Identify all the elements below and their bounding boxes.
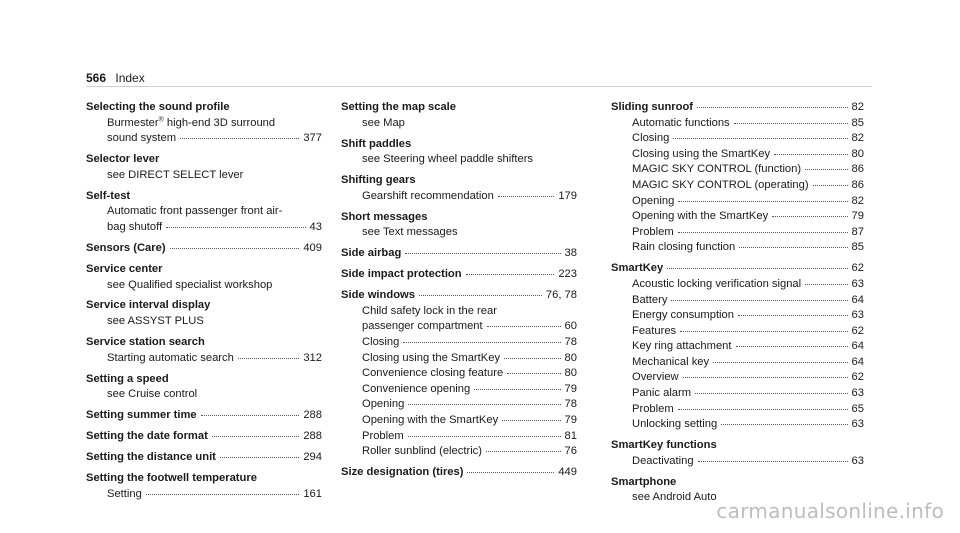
page-reference[interactable]: 81 bbox=[564, 429, 577, 442]
index-subentry-text: see Text messages bbox=[362, 226, 458, 239]
index-subentry bbox=[611, 402, 864, 418]
leader-dots bbox=[813, 185, 848, 186]
index-subentry bbox=[341, 382, 577, 398]
index-entry bbox=[86, 262, 322, 293]
index-heading bbox=[86, 372, 322, 388]
index-heading bbox=[341, 137, 577, 153]
page-reference[interactable]: 65 bbox=[851, 402, 864, 415]
index-subentry bbox=[611, 355, 864, 371]
index-column-3 bbox=[611, 100, 864, 511]
index-subentry-text: see Android Auto bbox=[632, 491, 717, 504]
index-subentry-text: Features bbox=[632, 324, 677, 337]
page-reference[interactable]: 62 bbox=[851, 324, 864, 337]
page-reference[interactable]: 82 bbox=[851, 132, 864, 145]
page-reference[interactable]: 38 bbox=[564, 247, 577, 260]
leader-dots bbox=[736, 346, 848, 347]
page-reference[interactable]: 449 bbox=[558, 466, 577, 479]
index-subentry bbox=[611, 308, 864, 324]
index-entry bbox=[341, 288, 577, 460]
index-subentry bbox=[611, 162, 864, 178]
index-subentry bbox=[86, 116, 322, 132]
leader-dots bbox=[403, 342, 560, 343]
page-reference[interactable]: 79 bbox=[564, 414, 577, 427]
page-reference[interactable]: 43 bbox=[309, 220, 322, 233]
index-subentry-text: Opening bbox=[362, 398, 405, 411]
leader-dots bbox=[408, 404, 560, 405]
page-reference[interactable]: 161 bbox=[303, 487, 322, 500]
index-subentry-text: Setting bbox=[107, 487, 142, 500]
index-subentry-text: see DIRECT SELECT lever bbox=[107, 168, 244, 181]
index-heading bbox=[611, 100, 864, 116]
index-heading bbox=[86, 471, 322, 487]
leader-dots bbox=[474, 389, 560, 390]
index-subentry-text: Burmester® high-end 3D surround bbox=[107, 115, 276, 129]
index-subentry-text: Convenience closing feature bbox=[362, 367, 504, 380]
page-header bbox=[86, 71, 145, 85]
index-subentry bbox=[611, 240, 864, 256]
leader-dots bbox=[180, 138, 299, 139]
index-heading-text: Side impact protection bbox=[341, 268, 462, 281]
index-column-1 bbox=[86, 100, 322, 508]
index-heading bbox=[341, 465, 577, 481]
index-subentry-text: Problem bbox=[632, 402, 674, 415]
index-heading bbox=[86, 100, 322, 116]
watermark: carmanualsonline.info bbox=[716, 499, 944, 523]
leader-dots bbox=[212, 436, 300, 437]
index-entry bbox=[341, 173, 577, 204]
index-subentry-text: Closing using the SmartKey bbox=[362, 351, 501, 364]
index-heading bbox=[341, 210, 577, 226]
index-subentry-text: see ASSYST PLUS bbox=[107, 315, 204, 328]
index-entry bbox=[86, 298, 322, 329]
index-heading bbox=[86, 262, 322, 278]
leader-dots bbox=[805, 284, 847, 285]
index-subentry-text: Problem bbox=[362, 429, 404, 442]
page-reference[interactable]: 63 bbox=[851, 277, 864, 290]
leader-dots bbox=[713, 362, 847, 363]
index-subentry-text: Key ring attachment bbox=[632, 340, 732, 353]
page-reference[interactable]: 87 bbox=[851, 225, 864, 238]
index-entry bbox=[611, 261, 864, 433]
index-heading bbox=[341, 246, 577, 262]
index-subentry bbox=[611, 194, 864, 210]
page-reference[interactable]: 64 bbox=[851, 293, 864, 306]
index-subentry bbox=[611, 225, 864, 241]
index-subentry-text: Panic alarm bbox=[632, 387, 692, 400]
page-reference[interactable]: 80 bbox=[564, 367, 577, 380]
index-heading-text: Sensors (Care) bbox=[86, 241, 166, 254]
leader-dots bbox=[678, 201, 847, 202]
index-heading-text: Side windows bbox=[341, 289, 415, 302]
index-heading bbox=[86, 298, 322, 314]
page-reference[interactable]: 288 bbox=[303, 430, 322, 443]
index-entry bbox=[86, 100, 322, 147]
index-subentry bbox=[611, 370, 864, 386]
leader-dots bbox=[466, 274, 555, 275]
leader-dots bbox=[486, 451, 561, 452]
index-subentry bbox=[341, 429, 577, 445]
page-reference[interactable]: 377 bbox=[303, 132, 322, 145]
leader-dots bbox=[146, 494, 299, 495]
leader-dots bbox=[695, 393, 847, 394]
index-subentry-text: bag shutoff bbox=[107, 220, 163, 233]
index-subentry bbox=[86, 351, 322, 367]
index-subentry bbox=[611, 324, 864, 340]
leader-dots bbox=[504, 358, 561, 359]
index-subentry-text: Overview bbox=[632, 371, 679, 384]
index-heading bbox=[341, 288, 577, 304]
index-subentry-text: Closing bbox=[632, 132, 670, 145]
index-entry bbox=[611, 438, 864, 469]
index-heading-text: Service center bbox=[86, 262, 163, 275]
index-heading-text: Shifting gears bbox=[341, 174, 416, 187]
page-reference[interactable]: 86 bbox=[851, 178, 864, 191]
index-entry bbox=[86, 372, 322, 403]
leader-dots bbox=[166, 227, 305, 228]
index-subentry bbox=[86, 314, 322, 330]
index-entry bbox=[341, 246, 577, 262]
index-subentry bbox=[86, 487, 322, 503]
index-subentry-text: Problem bbox=[632, 225, 674, 238]
page-reference[interactable]: 76 bbox=[564, 445, 577, 458]
leader-dots bbox=[487, 326, 561, 327]
leader-dots bbox=[673, 138, 847, 139]
index-subentry-text: see Map bbox=[362, 116, 405, 129]
index-subentry bbox=[86, 131, 322, 147]
page-reference[interactable]: 64 bbox=[851, 340, 864, 353]
index-entry bbox=[86, 152, 322, 183]
index-heading bbox=[341, 100, 577, 116]
index-subentry-text: Opening with the SmartKey bbox=[632, 210, 769, 223]
leader-dots bbox=[678, 409, 848, 410]
index-subentry bbox=[341, 366, 577, 382]
page-reference[interactable]: 85 bbox=[851, 116, 864, 129]
index-heading-text: Setting a speed bbox=[86, 372, 169, 385]
index-heading bbox=[611, 261, 864, 277]
index-heading-text: Smartphone bbox=[611, 475, 677, 488]
index-subentry bbox=[341, 413, 577, 429]
leader-dots bbox=[405, 253, 560, 254]
index-subentry-text: Unlocking setting bbox=[632, 418, 718, 431]
index-entry bbox=[86, 408, 322, 424]
header-divider bbox=[86, 86, 872, 87]
page-reference[interactable]: 82 bbox=[851, 101, 864, 113]
index-heading-text: Service station search bbox=[86, 336, 205, 349]
index-subentry-text: Closing bbox=[362, 336, 400, 349]
leader-dots bbox=[238, 358, 299, 359]
index-subentry-text: Gearshift recommendation bbox=[362, 189, 494, 202]
leader-dots bbox=[671, 300, 847, 301]
index-subentry-text: MAGIC SKY CONTROL (function) bbox=[632, 163, 802, 176]
index-entry bbox=[341, 210, 577, 241]
index-subentry bbox=[611, 209, 864, 225]
page-reference[interactable]: 294 bbox=[303, 451, 322, 464]
leader-dots bbox=[170, 248, 300, 249]
index-entry bbox=[611, 100, 864, 256]
index-heading bbox=[611, 438, 864, 454]
leader-dots bbox=[680, 331, 847, 332]
index-subentry-text: see Steering wheel paddle shifters bbox=[362, 153, 534, 166]
index-heading bbox=[86, 152, 322, 168]
index-subentry bbox=[86, 204, 322, 220]
index-subentry bbox=[341, 444, 577, 460]
index-subentry bbox=[611, 417, 864, 433]
leader-dots bbox=[201, 415, 300, 416]
index-subentry-text: see Qualified specialist workshop bbox=[107, 278, 273, 291]
index-heading-text: Sliding sunroof bbox=[611, 101, 694, 113]
index-entry bbox=[341, 100, 577, 131]
index-entry bbox=[341, 267, 577, 283]
index-heading bbox=[611, 475, 864, 491]
leader-dots bbox=[721, 424, 847, 425]
page-reference[interactable]: 63 bbox=[851, 387, 864, 400]
index-subentry bbox=[341, 152, 577, 168]
page-reference[interactable]: 63 bbox=[851, 454, 864, 467]
index-subentry bbox=[611, 293, 864, 309]
index-subentry bbox=[611, 147, 864, 163]
index-subentry bbox=[611, 454, 864, 470]
index-subentry bbox=[611, 339, 864, 355]
index-subentry-text: Starting automatic search bbox=[107, 351, 234, 364]
page-reference[interactable]: 79 bbox=[851, 210, 864, 223]
index-subentry bbox=[341, 335, 577, 351]
index-subentry bbox=[341, 304, 577, 320]
index-subentry bbox=[86, 278, 322, 294]
leader-dots bbox=[697, 107, 848, 108]
index-entry bbox=[86, 429, 322, 445]
index-subentry bbox=[611, 277, 864, 293]
index-heading-text: Setting summer time bbox=[86, 409, 197, 422]
index-heading-text: Side airbag bbox=[341, 247, 402, 260]
index-column-2 bbox=[341, 100, 577, 486]
index-heading bbox=[341, 173, 577, 189]
leader-dots bbox=[507, 373, 560, 374]
index-heading bbox=[341, 267, 577, 283]
leader-dots bbox=[678, 232, 848, 233]
index-subentry-text: Battery bbox=[632, 293, 668, 306]
index-heading-text: Setting the map scale bbox=[341, 101, 457, 113]
page-number: 566 bbox=[86, 71, 107, 85]
page-reference[interactable]: 63 bbox=[851, 418, 864, 431]
index-heading bbox=[86, 408, 322, 424]
index-heading-text: Short messages bbox=[341, 210, 428, 223]
leader-dots bbox=[772, 216, 847, 217]
leader-dots bbox=[698, 461, 848, 462]
index-heading-text: Setting the date format bbox=[86, 430, 208, 443]
index-heading-text: Self-test bbox=[86, 189, 131, 202]
leader-dots bbox=[734, 123, 848, 124]
leader-dots bbox=[502, 420, 560, 421]
index-subentry-text: passenger compartment bbox=[362, 320, 483, 333]
index-subentry bbox=[86, 168, 322, 184]
index-entry bbox=[86, 241, 322, 257]
index-heading bbox=[86, 189, 322, 205]
index-subentry-text: Roller sunblind (electric) bbox=[362, 445, 482, 458]
page-reference[interactable]: 62 bbox=[851, 371, 864, 384]
index-heading bbox=[86, 335, 322, 351]
page-reference[interactable]: 85 bbox=[851, 241, 864, 254]
leader-dots bbox=[667, 268, 847, 269]
index-heading-text: Setting the footwell temperature bbox=[86, 472, 257, 485]
index-subentry bbox=[611, 386, 864, 402]
index-subentry bbox=[611, 131, 864, 147]
page-reference[interactable]: 63 bbox=[851, 309, 864, 322]
leader-dots bbox=[683, 377, 848, 378]
index-heading-text: Size designation (tires) bbox=[341, 466, 464, 479]
leader-dots bbox=[419, 295, 542, 296]
page-reference[interactable]: 288 bbox=[303, 409, 322, 422]
page-reference[interactable]: 64 bbox=[851, 355, 864, 368]
index-heading bbox=[86, 450, 322, 466]
index-entry bbox=[86, 450, 322, 466]
index-subentry-text: Acoustic locking verification signal bbox=[632, 277, 802, 290]
index-subentry-text: sound system bbox=[107, 132, 177, 145]
page-reference[interactable]: 409 bbox=[303, 241, 322, 254]
page-reference[interactable]: 312 bbox=[303, 351, 322, 364]
page-reference[interactable]: 78 bbox=[564, 336, 577, 349]
leader-dots bbox=[738, 315, 848, 316]
leader-dots bbox=[408, 436, 561, 437]
index-heading-text: SmartKey functions bbox=[611, 439, 717, 452]
page-reference[interactable]: 86 bbox=[851, 163, 864, 176]
index-subentry-text: Mechanical key bbox=[632, 355, 710, 368]
index-subentry bbox=[341, 225, 577, 241]
index-heading-text: SmartKey bbox=[611, 262, 664, 275]
index-heading-text: Service interval display bbox=[86, 299, 211, 312]
page-reference[interactable]: 179 bbox=[558, 189, 577, 202]
page-reference[interactable]: 79 bbox=[564, 382, 577, 395]
index-entry bbox=[86, 471, 322, 502]
page-reference[interactable]: 223 bbox=[558, 268, 577, 281]
page-reference[interactable]: 80 bbox=[564, 351, 577, 364]
index-subentry bbox=[341, 319, 577, 335]
index-subentry bbox=[341, 189, 577, 205]
index-subentry bbox=[341, 351, 577, 367]
index-heading bbox=[86, 241, 322, 257]
index-subentry-text: Automatic functions bbox=[632, 116, 730, 129]
index-subentry-text: Opening with the SmartKey bbox=[362, 414, 499, 427]
leader-dots bbox=[467, 472, 554, 473]
page-reference[interactable]: 60 bbox=[564, 320, 577, 333]
page-reference[interactable]: 62 bbox=[851, 262, 864, 275]
index-subentry bbox=[341, 116, 577, 132]
page-reference[interactable]: 78 bbox=[564, 398, 577, 411]
index-subentry-text: Automatic front passenger front air- bbox=[107, 205, 283, 218]
index-heading-text: Selector lever bbox=[86, 153, 160, 166]
page-title: Index bbox=[115, 71, 145, 85]
index-subentry bbox=[341, 397, 577, 413]
leader-dots bbox=[739, 247, 847, 248]
leader-dots bbox=[805, 169, 847, 170]
index-heading-text: Shift paddles bbox=[341, 137, 412, 150]
index-subentry bbox=[611, 116, 864, 132]
index-subentry-text: Child safety lock in the rear bbox=[362, 304, 497, 317]
leader-dots bbox=[774, 154, 848, 155]
index-entry bbox=[86, 189, 322, 236]
page-reference[interactable]: 80 bbox=[851, 147, 864, 160]
page-reference[interactable]: 82 bbox=[851, 194, 864, 207]
index-subentry-text: see Cruise control bbox=[107, 388, 198, 401]
index-subentry-text: MAGIC SKY CONTROL (operating) bbox=[632, 178, 809, 191]
index-subentry bbox=[611, 178, 864, 194]
index-entry bbox=[86, 335, 322, 366]
index-subentry-text: Convenience opening bbox=[362, 382, 471, 395]
index-heading-text: Setting the distance unit bbox=[86, 451, 216, 464]
index-subentry-text: Opening bbox=[632, 194, 675, 207]
index-entry bbox=[341, 465, 577, 481]
leader-dots bbox=[498, 196, 555, 197]
index-subentry-text: Rain closing function bbox=[632, 241, 736, 254]
index-subentry-text: Energy consumption bbox=[632, 309, 734, 322]
leader-dots bbox=[220, 457, 299, 458]
index-subentry bbox=[86, 387, 322, 403]
index-heading bbox=[86, 429, 322, 445]
index-subentry-text: Closing using the SmartKey bbox=[632, 147, 771, 160]
page-reference[interactable]: 76, 78 bbox=[545, 289, 577, 302]
index-subentry bbox=[86, 220, 322, 236]
index-heading-text: Selecting the sound profile bbox=[86, 101, 230, 113]
index-entry bbox=[341, 137, 577, 168]
index-subentry-text: Deactivating bbox=[632, 454, 694, 467]
